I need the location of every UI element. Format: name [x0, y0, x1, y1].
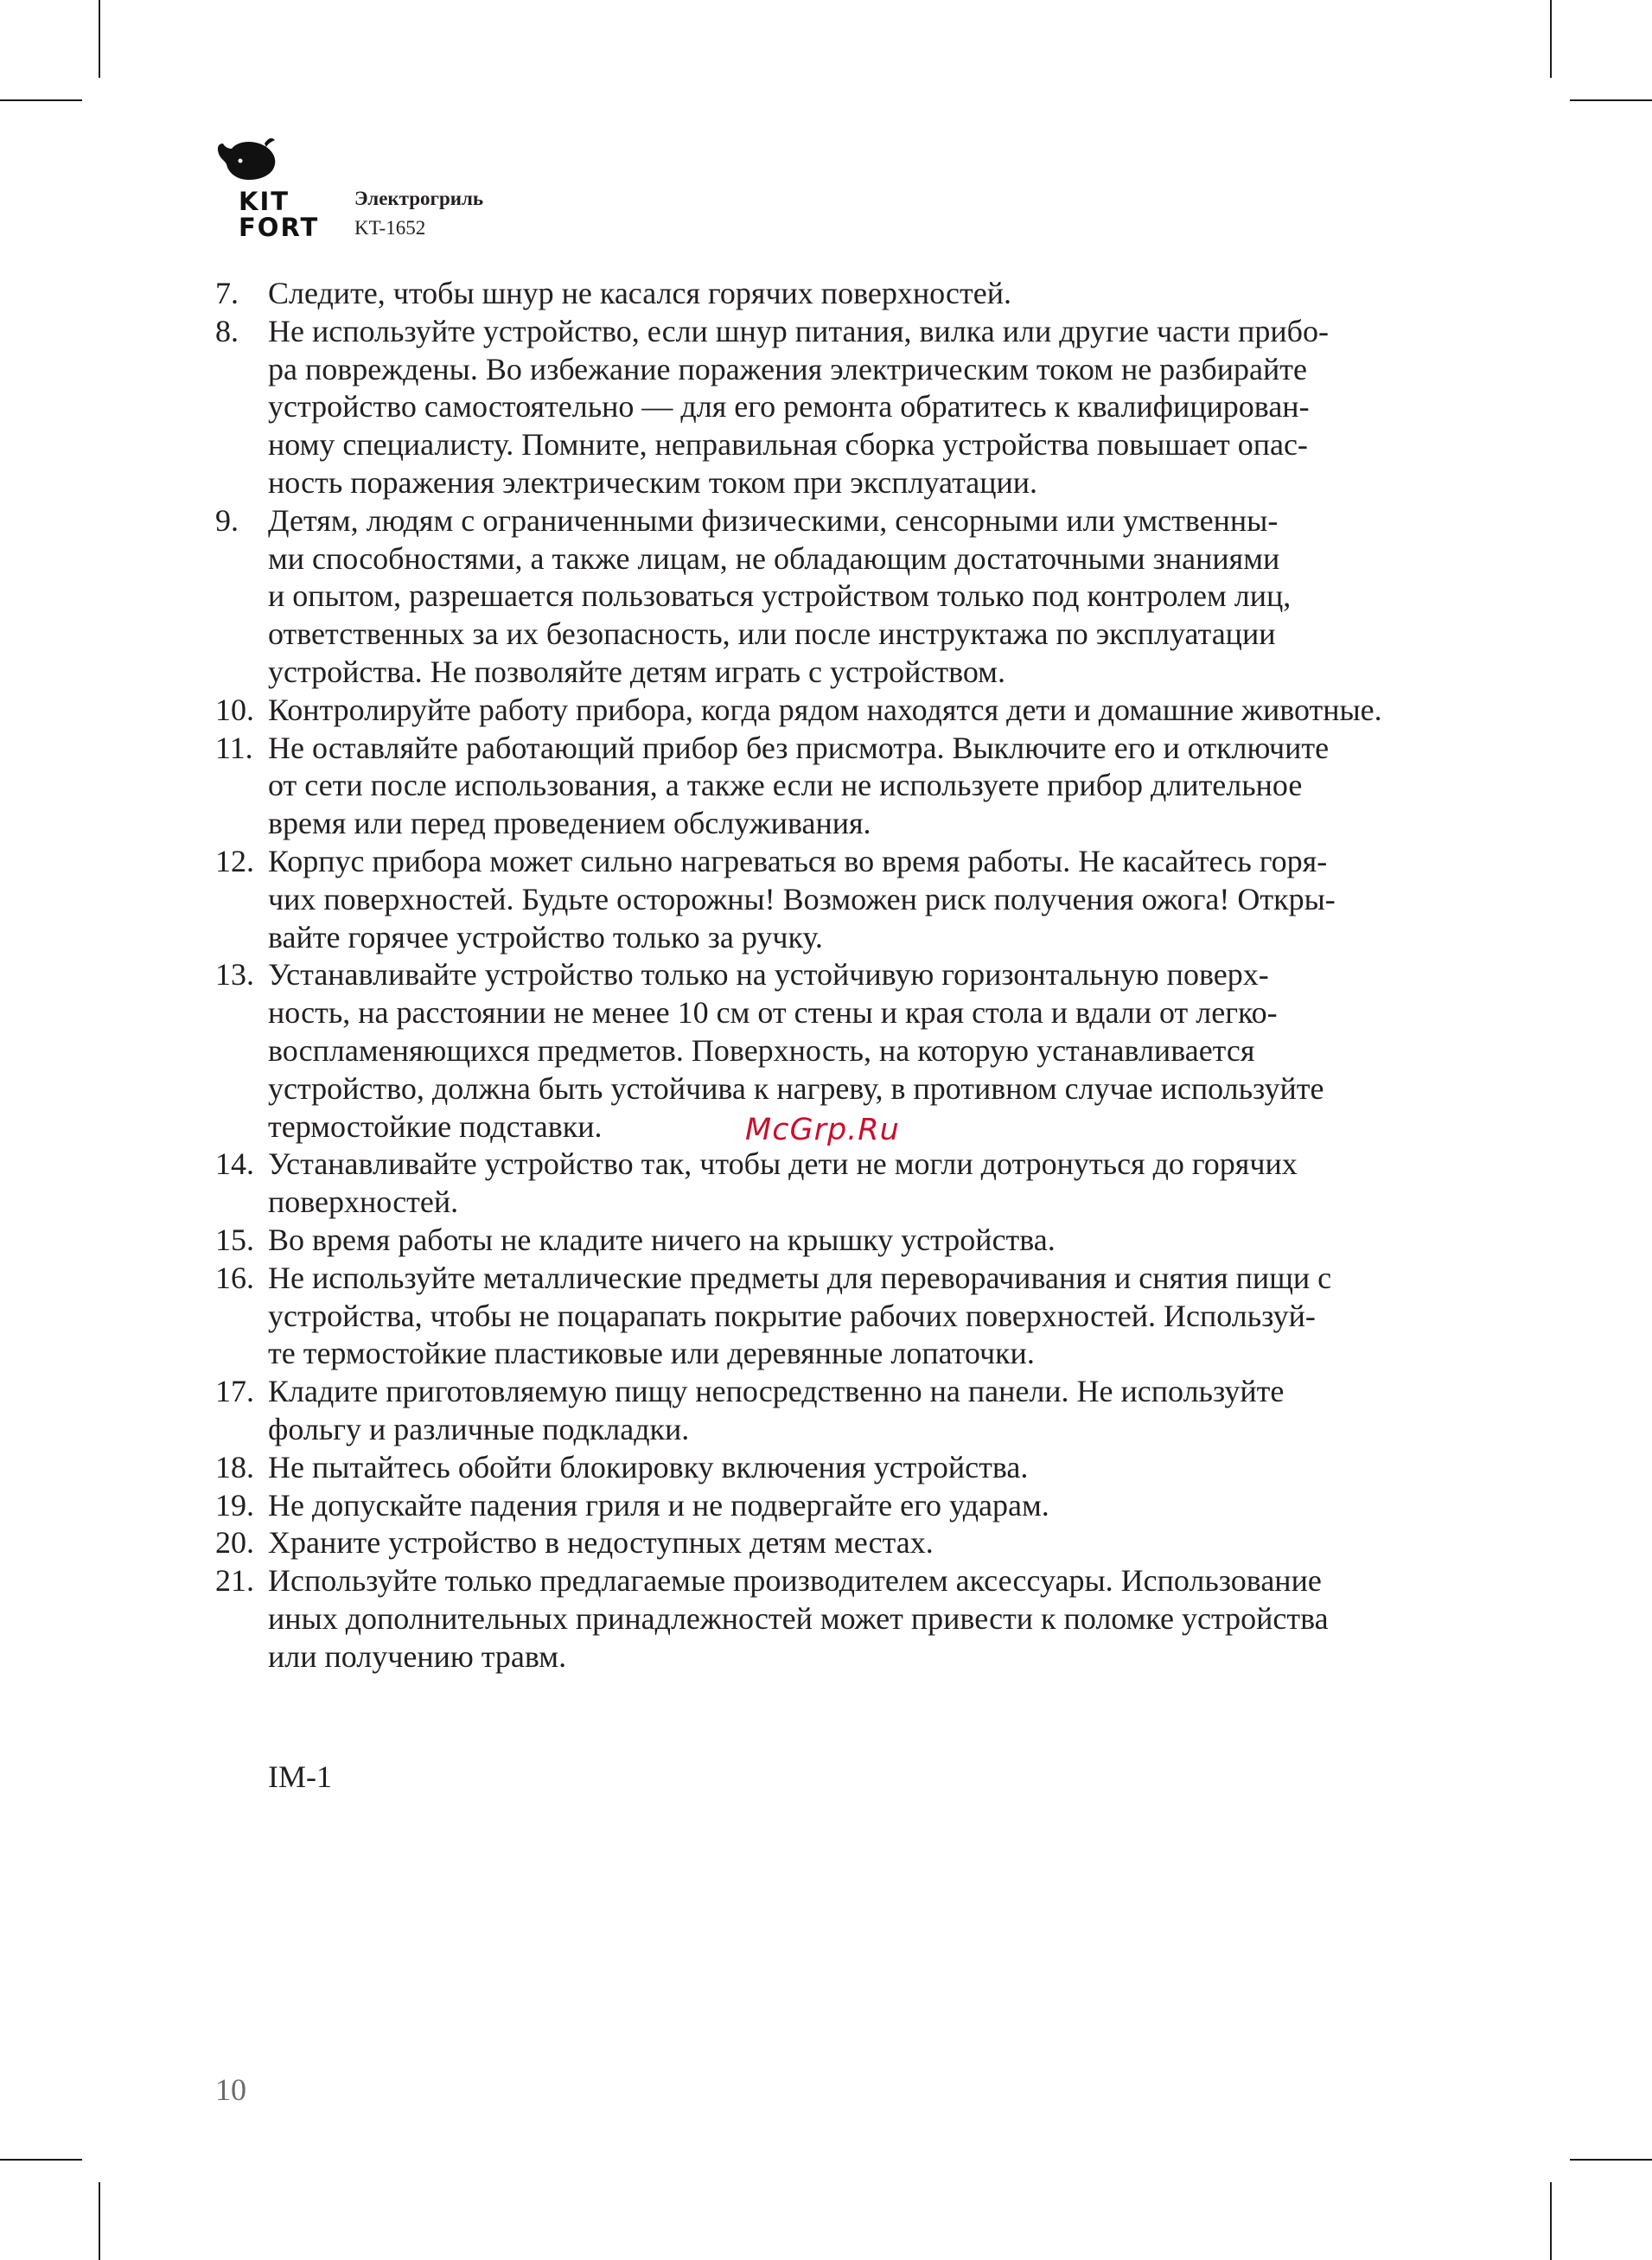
item-text-line: или получению травм.: [268, 1638, 567, 1674]
item-text-line: Кладите приготовляемую пищу непосредственно на панели. Не используйте: [268, 1374, 1285, 1409]
item-number: 9.: [215, 502, 239, 538]
crop-mark: [0, 99, 82, 101]
crop-mark: [0, 2159, 82, 2161]
list-item: [215, 692, 1460, 730]
watermark: McGrp.Ru: [745, 1113, 900, 1147]
item-number: 10.: [215, 692, 254, 727]
item-number: 11.: [215, 730, 253, 765]
item-number: 7.: [215, 276, 239, 310]
item-text-line: ответственных за их безопасность, или после инструктажа по эксплуатации: [268, 616, 1276, 652]
item-text-line: от сети после использования, а также если не используете прибор длительное: [268, 768, 1303, 803]
list-item: [215, 1222, 1460, 1260]
product-model: KT-1652: [354, 217, 426, 239]
item-number: 14.: [215, 1146, 254, 1182]
list-item: [215, 313, 1460, 502]
product-title: Электрогриль: [354, 188, 484, 209]
item-text-line: воспламеняющихся предметов. Поверхность, на которую устанавливается: [268, 1032, 1255, 1068]
item-text: [268, 1146, 1460, 1222]
list-item: [215, 1487, 1460, 1525]
item-text-line: устройства, чтобы не поцарапать покрытие рабочих поверхностей. Используй-: [268, 1298, 1316, 1333]
item-number: 13.: [215, 957, 254, 993]
item-number: 8.: [215, 313, 239, 348]
item-text-line: Не оставляйте работающий прибор без присмотра. Выключите его и отключите: [268, 730, 1330, 765]
item-text-line: Детям, людям с ограниченными физическими, сенсорными или умственны-: [268, 502, 1279, 538]
item-number: 19.: [215, 1487, 254, 1523]
item-text: [268, 1562, 1460, 1676]
crop-mark: [99, 2182, 100, 2260]
list-item: [215, 1449, 1460, 1487]
item-text: [268, 730, 1460, 843]
item-text: [268, 275, 1460, 313]
item-text: [268, 692, 1460, 730]
item-number: 15.: [215, 1222, 254, 1257]
item-text-line: Во время работы не кладите ничего на крышку устройства.: [268, 1222, 1056, 1257]
item-number: 20.: [215, 1525, 254, 1561]
item-text-line: те термостойкие пластиковые или деревянные лопаточки.: [268, 1336, 1035, 1371]
item-text: [268, 1222, 1460, 1260]
crop-mark: [1570, 99, 1652, 101]
page-number: 10: [215, 2072, 246, 2107]
item-text-line: ность поражения электрическим током при эксплуатации.: [268, 464, 1038, 500]
crop-mark: [1550, 2182, 1552, 2260]
item-text-line: ра повреждены. Во избежание поражения электрическим током не разбирайте: [268, 351, 1307, 386]
item-text: [268, 1487, 1460, 1525]
item-text-line: Устанавливайте устройство так, чтобы дети не могли дотронуться до горячих: [268, 1146, 1298, 1182]
brand-line-kit: KIT: [239, 187, 290, 216]
safety-instructions-list: [215, 275, 1460, 1676]
item-number: 12.: [215, 843, 254, 878]
item-text-line: и опытом, разрешается пользоваться устройством только под контролем лиц,: [268, 578, 1292, 614]
item-text-line: Контролируйте работу прибора, когда рядом находятся дети и домашние животные.: [268, 692, 1382, 727]
list-item: [215, 1373, 1460, 1449]
item-number: 17.: [215, 1374, 254, 1409]
item-text-line: ность, на расстоянии не менее 10 см от стены и края стола и вдали от легко-: [268, 995, 1278, 1031]
item-text: [268, 502, 1460, 692]
list-item: [215, 502, 1460, 692]
item-text: [268, 843, 1460, 956]
list-item: [215, 1524, 1460, 1562]
crop-mark: [1570, 2159, 1652, 2161]
item-text-line: вайте горячее устройство только за ручку.: [268, 919, 823, 954]
brand-logo: [214, 138, 327, 246]
item-text-line: Храните устройство в недоступных детям местах.: [268, 1525, 934, 1561]
crop-mark: [99, 0, 100, 78]
item-number: 16.: [215, 1260, 254, 1295]
item-text-line: ному специалисту. Помните, неправильная сборка устройства повышает опас-: [268, 427, 1308, 463]
brand-line-fort: FORT: [239, 213, 320, 242]
item-text-line: Не используйте металлические предметы для переворачивания и снятия пищи с: [268, 1260, 1332, 1295]
list-item: [215, 730, 1460, 843]
list-item: [215, 1562, 1460, 1676]
item-text-line: Устанавливайте устройство только на устойчивую горизонтальную поверх-: [268, 957, 1269, 993]
item-text-line: Используйте только предлагаемые производителем аксессуары. Использование: [268, 1563, 1322, 1599]
item-text-line: устройства. Не позволяйте детям играть с устройством.: [268, 654, 1005, 689]
item-text: [268, 313, 1460, 502]
item-text-line: поверхностей.: [268, 1184, 459, 1220]
item-text-line: Не допускайте падения гриля и не подвергайте его ударам.: [268, 1487, 1049, 1523]
item-text-line: фольгу и различные подкладки.: [268, 1411, 690, 1446]
whale-icon: [214, 138, 284, 190]
list-item: [215, 275, 1460, 313]
item-text-line: чих поверхностей. Будьте осторожны! Возможен риск получения ожога! Откры-: [268, 881, 1336, 916]
item-text-line: Корпус прибора может сильно нагреваться во время работы. Не касайтесь горя-: [268, 843, 1328, 878]
item-text-line: иных дополнительных принадлежностей может привести к поломке устройства: [268, 1600, 1329, 1636]
document-code: IM-1: [268, 1759, 332, 1794]
item-number: 21.: [215, 1563, 254, 1599]
item-text: [268, 1373, 1460, 1449]
item-text-line: Следите, чтобы шнур не касался горячих поверхностей.: [268, 276, 1011, 310]
list-item: [215, 843, 1460, 956]
brand-wordmark: [239, 188, 319, 240]
item-text: [268, 1524, 1460, 1562]
item-text-line: устройство, должна быть устойчива к нагреву, в противном случае используйте: [268, 1070, 1324, 1106]
item-number: 18.: [215, 1449, 254, 1484]
crop-mark: [1550, 0, 1552, 78]
item-text-line: время или перед проведением обслуживания.: [268, 806, 871, 841]
item-text-line: устройство самостоятельно — для его ремонта обратитесь к квалифицирован-: [268, 389, 1310, 425]
item-text-line: ми способностями, а также лицам, не обладающим достаточными знаниями: [268, 540, 1280, 576]
item-text: [268, 1260, 1460, 1373]
item-text-line: Не пытайтесь обойти блокировку включения устройства.: [268, 1449, 1029, 1484]
list-item: [215, 1146, 1460, 1222]
item-text: [268, 1449, 1460, 1487]
item-text-line: термостойкие подставки.: [268, 1108, 603, 1144]
item-text-line: Не используйте устройство, если шнур питания, вилка или другие части прибо-: [268, 313, 1329, 348]
list-item: [215, 1260, 1460, 1373]
